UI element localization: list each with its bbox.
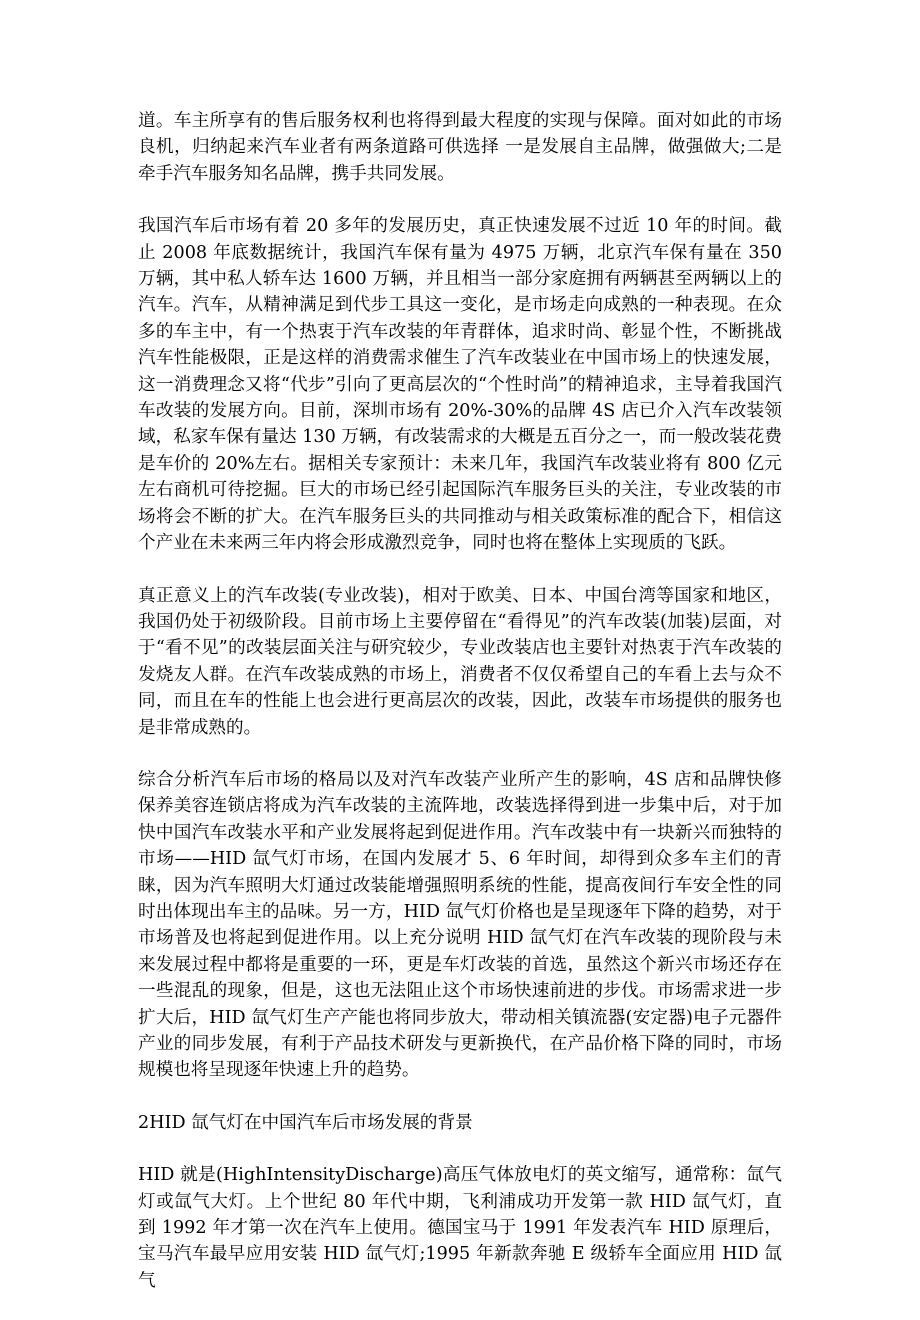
section-heading: 2HID 氙气灯在中国汽车后市场发展的背景 bbox=[138, 1112, 473, 1133]
paragraph-market-analysis: 综合分析汽车后市场的格局以及对汽车改装产业所产生的影响，4S 店和品牌快修保养美容连锁店将成为汽车改装的主流阵地，改装选择得到进一步集中后，对于加快中国汽车改装水平和产业发展将起到促进作用。汽车改装中有一块新兴而独特的市场——HID 氙气灯市场，在国内发展才 5、6 年时间，却得到众多车主们的青睐，因为汽车照明大灯通过改装能增强照明系统的性能，提高夜间行车安全性的同时出体现出车主的品味。另一方，HID 氙气灯价格也是呈现逐年下降的趋势，对于市场普及也将起到促进作用。以上充分说明 HID 氙气灯在汽车改装的现阶段与未来发展过程中都将是重要的一环，更是车灯改装的首选，虽然这个新兴市场还存在一些混乱的现象，但是，这也无法阻止这个市场快速前进的步伐。市场需求进一步扩大后，HID 氙气灯生产产能也将同步放大，带动相关镇流器(安定器)电子元器件产业的同步发展，有利于产品技术研发与更新换代，在产品价格下降的同时，市场规模也将呈现逐年快速上升的趋势。 bbox=[138, 769, 782, 1081]
paragraph-professional-modification: 真正意义上的汽车改装(专业改装)，相对于欧美、日本、中国台湾等国家和地区，我国仍处于初级阶段。目前市场上主要停留在“看得见”的汽车改装(加装)层面，对于“看不见”的改装层面关注与研究较少，专业改装店也主要针对热衷于汽车改装的发烧友人群。在汽车改装成熟的市场上，消费者不仅仅希望自己的车看上去与众不同，而且在车的性能上也会进行更高层次的改装，因此，改装车市场提供的服务也是非常成熟的。 bbox=[138, 585, 782, 738]
paragraph-hid-definition: HID 就是(HighIntensityDischarge)高压气体放电灯的英文缩写，通常称：氙气灯或氙气大灯。上个世纪 80 年代中期，飞利浦成功开发第一款 HID 氙气灯，直到 1992 年才第一次在汽车上使用。德国宝马于 1991 年发表汽车 HID 原理后，宝马汽车最早应用安装 HID 氙气灯;1995 年新款奔驰 E 级轿车全面应用 HID 氙气 bbox=[138, 1165, 782, 1291]
paragraph-service-rights: 道。车主所享有的售后服务权利也将得到最大程度的实现与保障。面对如此的市场良机，归纳起来汽车业者有两条道路可供选择 一是发展自主品牌，做强做大;二是牵手汽车服务知名品牌，携手共同发展。 bbox=[138, 111, 782, 184]
paragraph-market-history: 我国汽车后市场有着 20 多年的发展历史，真正快速发展不过近 10 年的时间。截止 2008 年底数据统计，我国汽车保有量为 4975 万辆，北京汽车保有量在 350 万辆，其中私人轿车达 1600 万辆，并且相当一部分家庭拥有两辆甚至两辆以上的汽车。汽车，从精神满足到代步工具这一变化，是市场走向成熟的一种表现。在众多的车主中，有一个热衷于汽车改装的年青群体，追求时尚、彰显个性，不断挑战汽车性能极限，正是这样的消费需求催生了汽车改装业在中国市场上的快速发展，这一消费理念又将“代步”引向了更高层次的“个性时尚”的精神追求，主导着我国汽车改装的发展方向。目前，深圳市场有 20%-30%的品牌 4S 店已介入汽车改装领域，私家车保有量达 130 万辆，有改装需求的大概是五百分之一，而一般改装花费是车价的 20%左右。据相关专家预计：未来几年，我国汽车改装业将有 800 亿元左右商机可待挖掘。巨大的市场已经引起国际汽车服务巨头的关注，专业改装的市场将会不断的扩大。在汽车服务巨头的共同推动与相关政策标准的配合下，相信这个产业在未来两三年内将会形成激烈竞争，同时也将在整体上实现质的飞跃。 bbox=[138, 216, 782, 554]
document-body bbox=[138, 108, 782, 1320]
